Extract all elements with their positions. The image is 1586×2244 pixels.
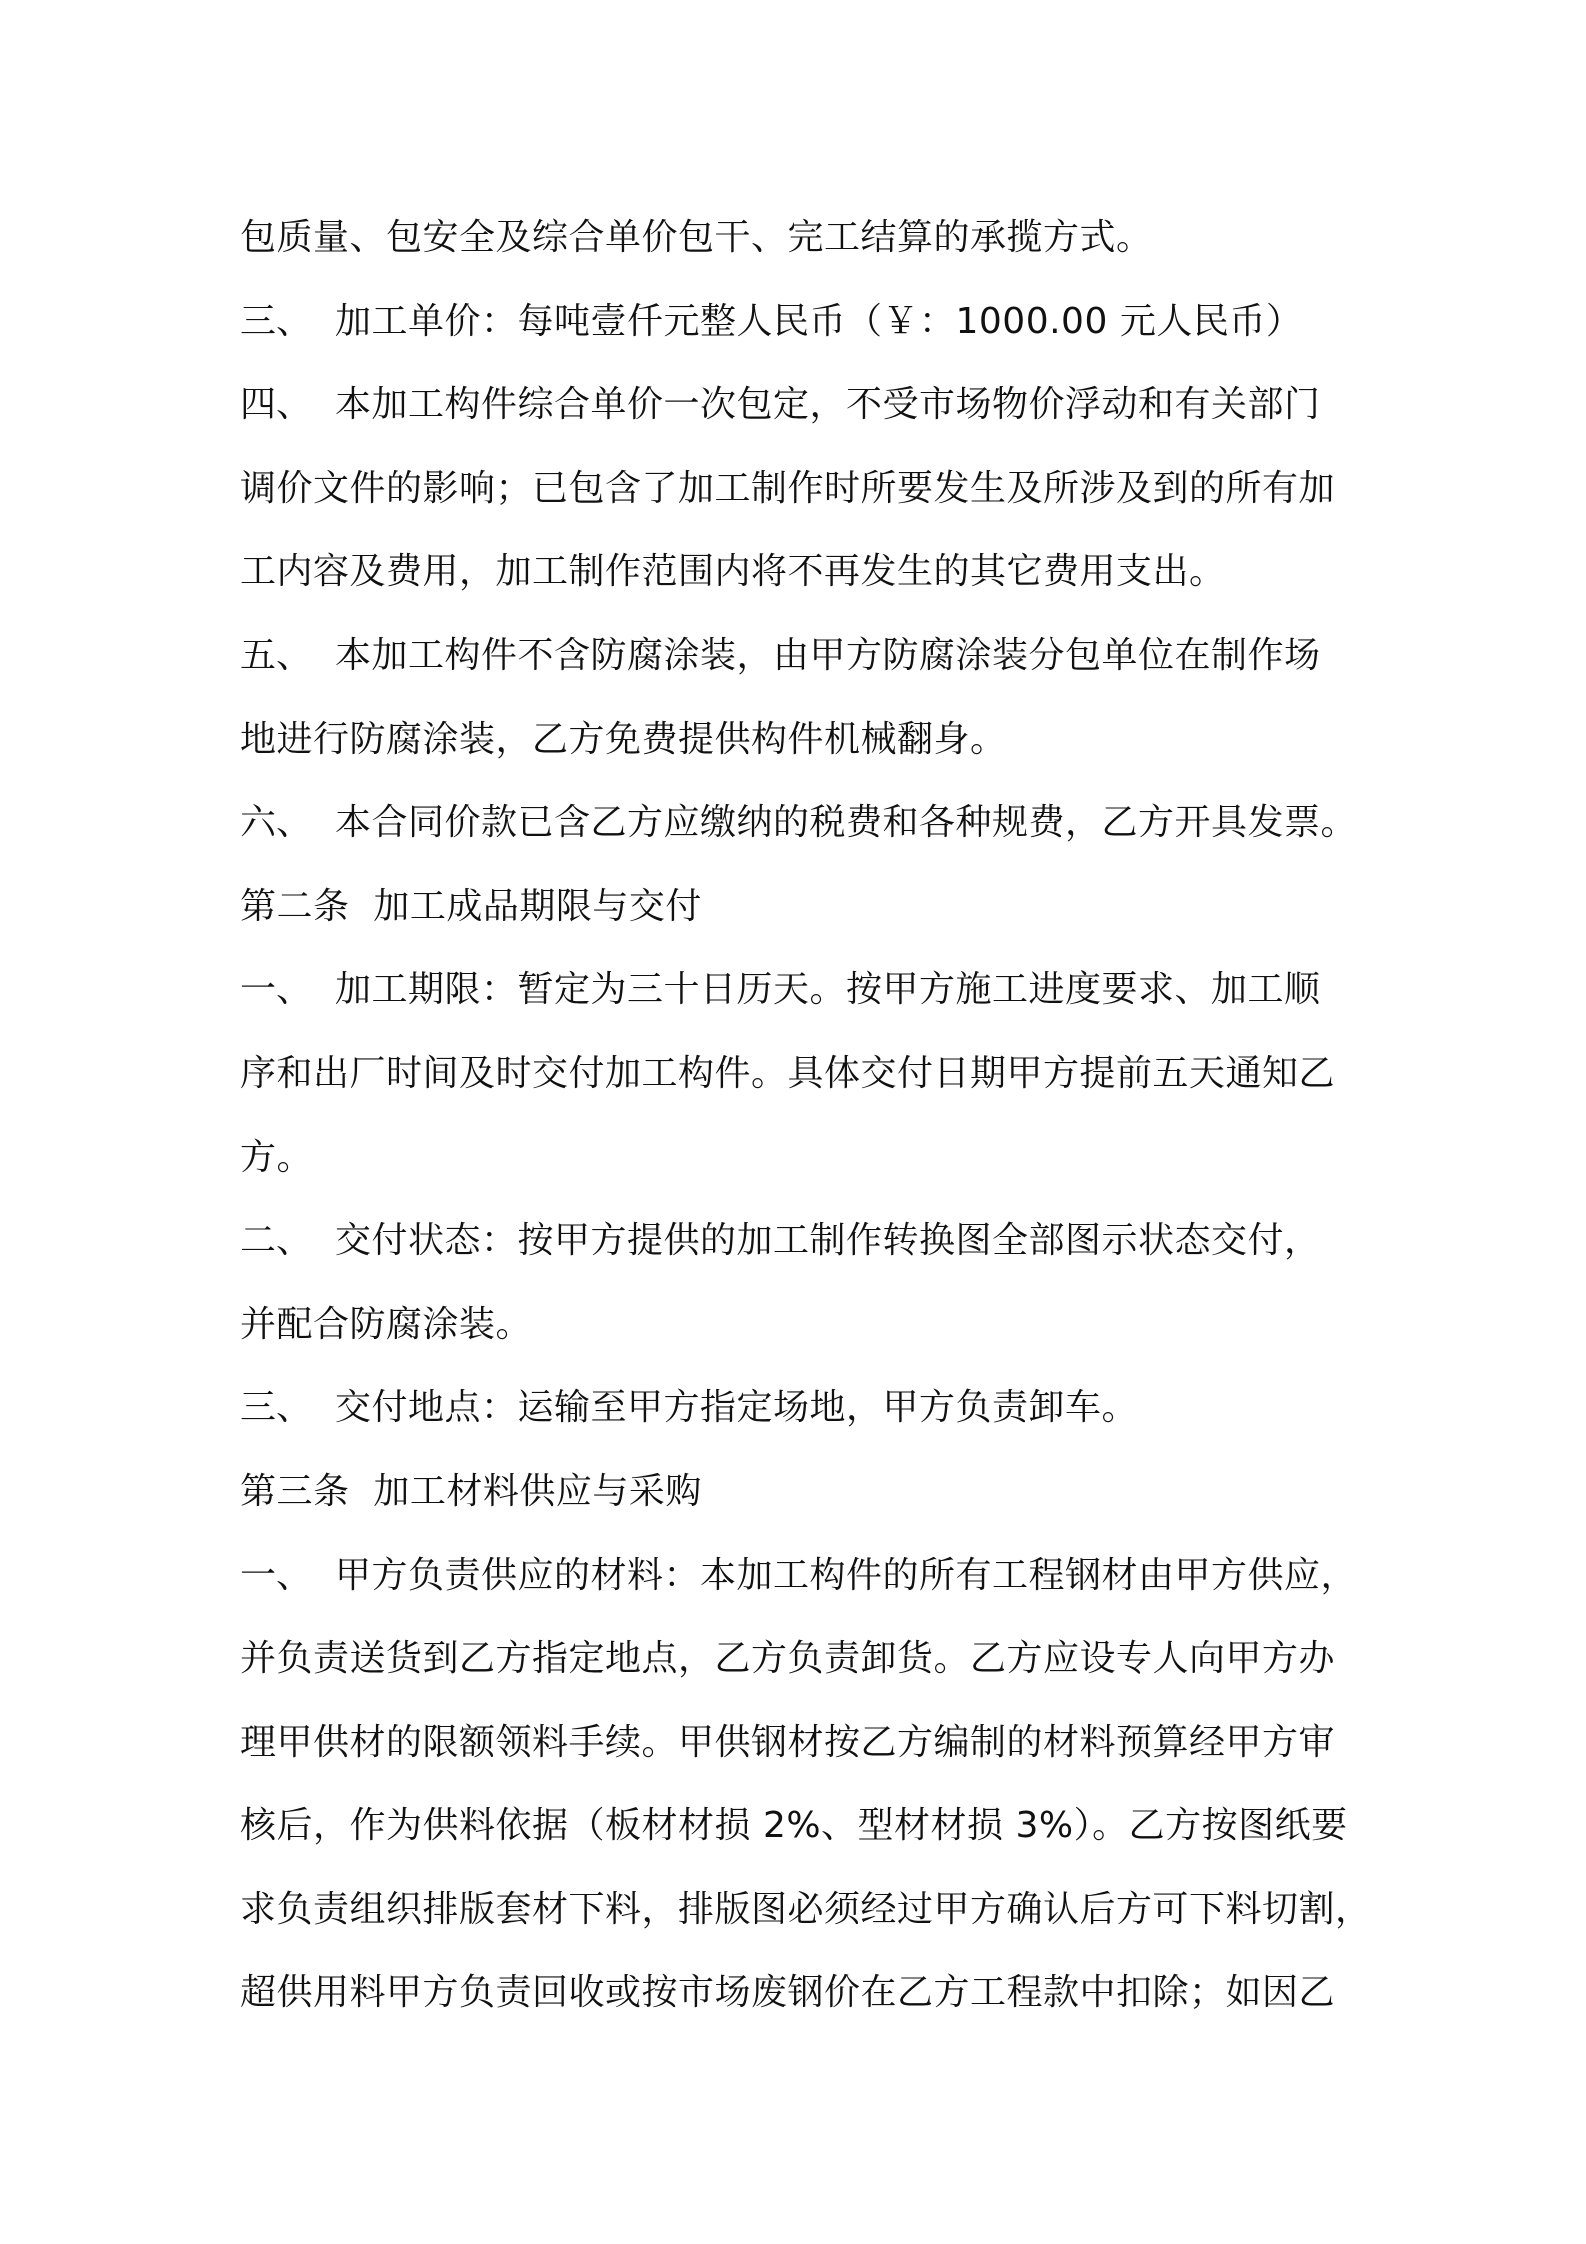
- clause-item-1: [240, 948, 1380, 1032]
- item-number: 六、: [240, 802, 313, 844]
- line-text: 理甲供材的限额领料手续。甲供钢材按乙方编制的材料预算经甲方审: [240, 1721, 1336, 1763]
- item-number: 三、: [240, 300, 313, 342]
- item-number: 四、: [240, 384, 313, 426]
- line-text: 本加工构件不含防腐涂装，由甲方防腐涂装分包单位在制作场: [335, 634, 1321, 676]
- contract-body: [240, 196, 1380, 2035]
- line-text: 并配合防腐涂装。: [240, 1303, 533, 1345]
- clause-item-5: [240, 614, 1380, 698]
- paragraph-line: [240, 1951, 1380, 2035]
- line-text: 核后，作为供料依据（板材材损 2%、型材材损 3%）。乙方按图纸要: [240, 1805, 1348, 1847]
- heading-text: 第三条 加工材料供应与采购: [240, 1470, 702, 1512]
- item-number: 二、: [240, 1220, 313, 1262]
- clause-item-3: [240, 1366, 1380, 1450]
- paragraph-line: [240, 1032, 1380, 1116]
- article-heading: [240, 1450, 1380, 1534]
- item-number: 三、: [240, 1387, 313, 1429]
- clause-item-6: [240, 781, 1380, 865]
- paragraph-line: [240, 1784, 1380, 1868]
- line-text: 本合同价款已含乙方应缴纳的税费和各种规费，乙方开具发票。: [335, 802, 1358, 844]
- heading-text: 第二条 加工成品期限与交付: [240, 885, 702, 927]
- line-text: 加工单价：每吨壹仟元整人民币（￥：1000.00 元人民币）: [335, 300, 1303, 342]
- line-text: 方。: [240, 1136, 314, 1178]
- clause-item-3: [240, 280, 1380, 364]
- paragraph-line: [240, 196, 1380, 280]
- clause-item-1: [240, 1534, 1380, 1618]
- line-text: 序和出厂时间及时交付加工构件。具体交付日期甲方提前五天通知乙: [240, 1052, 1336, 1094]
- line-text: 地进行防腐涂装，乙方免费提供构件机械翻身。: [240, 718, 1007, 760]
- line-text: 调价文件的影响；已包含了加工制作时所要发生及所涉及到的所有加: [240, 467, 1336, 509]
- line-text: 包质量、包安全及综合单价包干、完工结算的承揽方式。: [240, 217, 1153, 258]
- line-text: 交付状态：按甲方提供的加工制作转换图全部图示状态交付，: [335, 1220, 1321, 1262]
- paragraph-line: [240, 1701, 1380, 1785]
- paragraph-line: [240, 698, 1380, 782]
- line-text: 超供用料甲方负责回收或按市场废钢价在乙方工程款中扣除；如因乙: [240, 1972, 1336, 2014]
- line-text: 本加工构件综合单价一次包定，不受市场物价浮动和有关部门: [335, 384, 1321, 426]
- paragraph-line: [240, 1868, 1380, 1952]
- paragraph-line: [240, 447, 1380, 531]
- line-text: 并负责送货到乙方指定地点，乙方负责卸货。乙方应设专人向甲方办: [240, 1638, 1336, 1680]
- clause-item-2: [240, 1199, 1380, 1283]
- paragraph-line: [240, 1116, 1380, 1200]
- line-text: 求负责组织排版套材下料，排版图必须经过甲方确认后方可下料切割，: [240, 1888, 1372, 1930]
- item-number: 一、: [240, 1554, 313, 1596]
- paragraph-line: [240, 530, 1380, 614]
- item-number: 一、: [240, 969, 313, 1011]
- line-text: 交付地点：运输至甲方指定场地，甲方负责卸车。: [335, 1387, 1139, 1429]
- line-text: 工内容及费用，加工制作范围内将不再发生的其它费用支出。: [240, 551, 1226, 593]
- clause-item-4: [240, 363, 1380, 447]
- paragraph-line: [240, 1617, 1380, 1701]
- line-text: 甲方负责供应的材料：本加工构件的所有工程钢材由甲方供应，: [335, 1554, 1358, 1596]
- item-number: 五、: [240, 634, 313, 676]
- paragraph-line: [240, 1283, 1380, 1367]
- line-text: 加工期限：暂定为三十日历天。按甲方施工进度要求、加工顺: [335, 969, 1321, 1011]
- article-heading: [240, 865, 1380, 949]
